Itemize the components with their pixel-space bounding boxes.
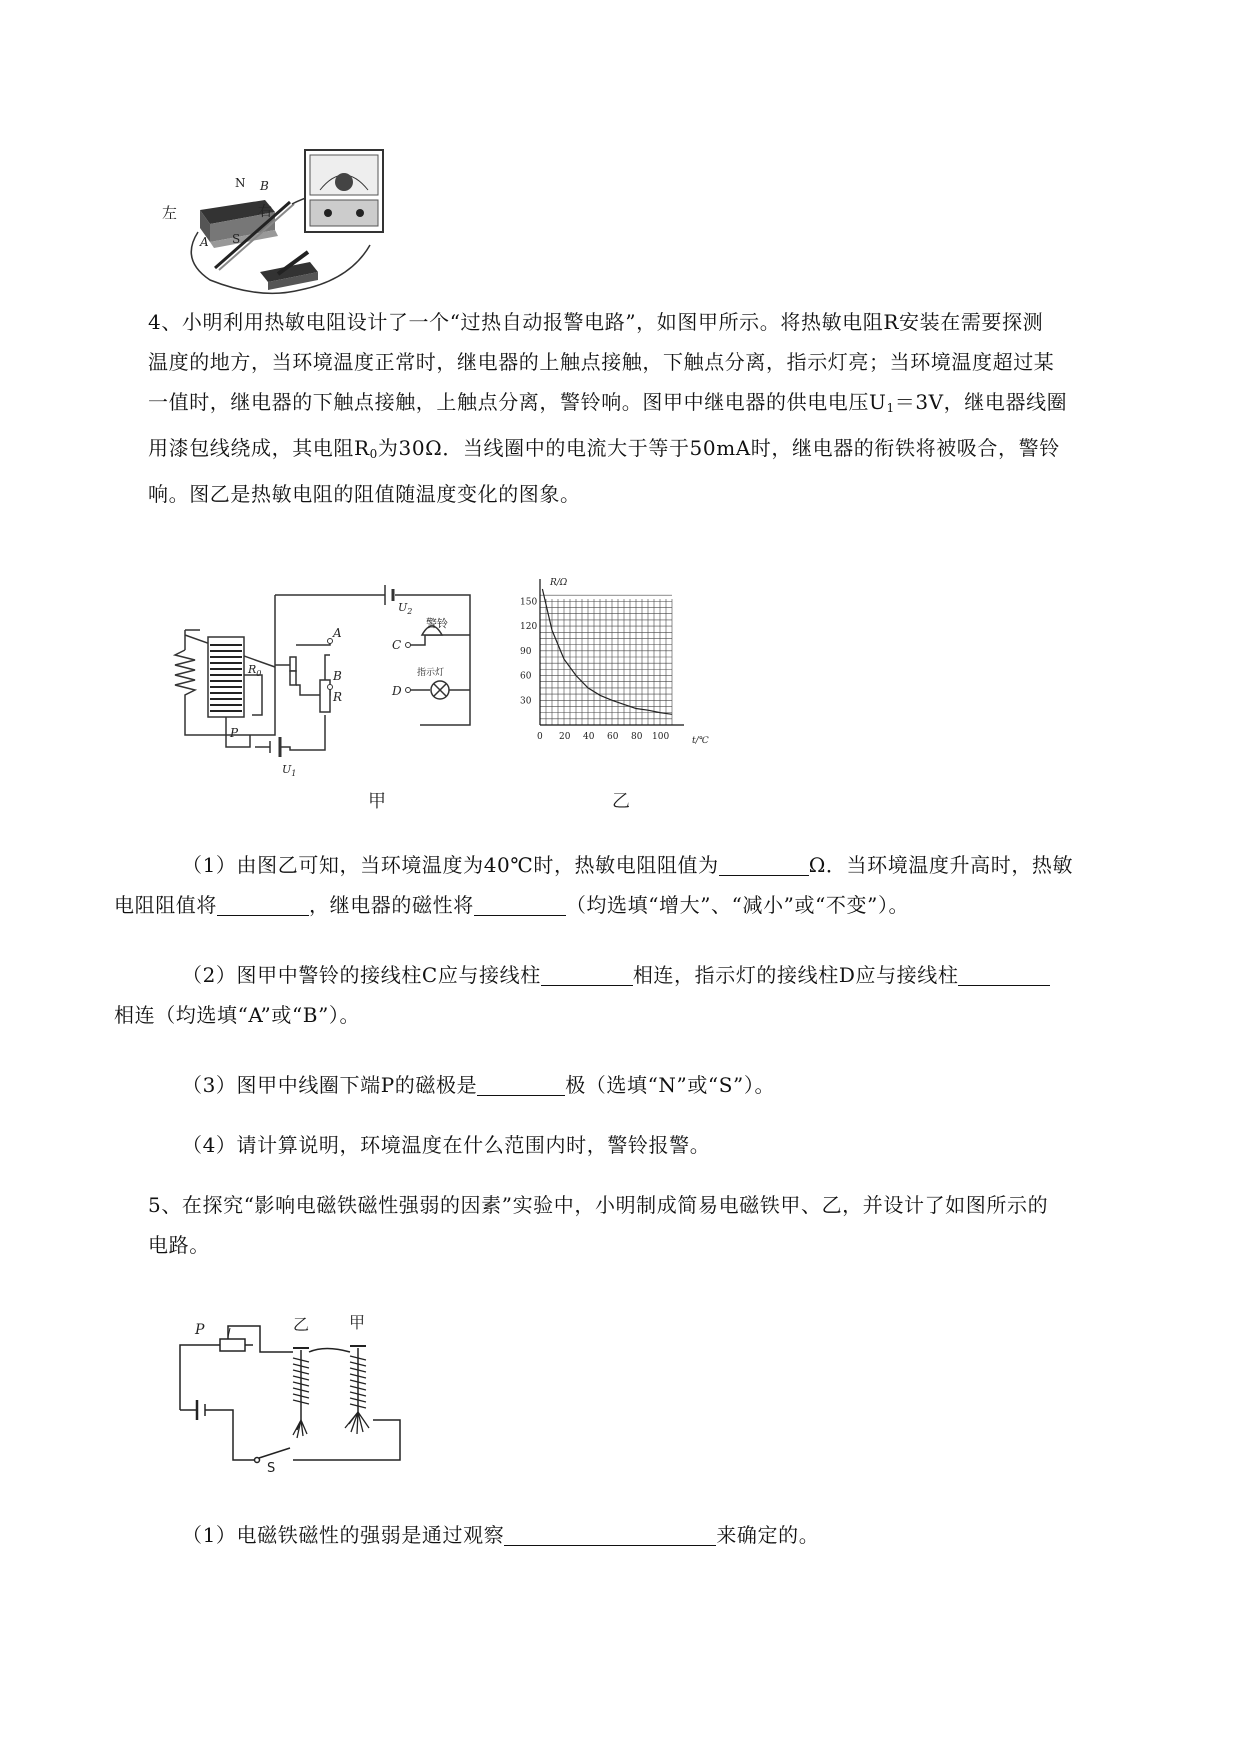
label-B: B <box>260 179 269 193</box>
x-tick-label: 40 <box>583 732 595 742</box>
q4-sub2: （2）图甲中警铃的接线柱C应与接线柱 相连，指示灯的接线柱D应与接线柱 相连（均选填“A”或“B”）。 <box>148 955 1158 1035</box>
y-tick-label: 150 <box>520 597 538 608</box>
figure-electromagnet-apparatus <box>162 150 410 310</box>
terminal-B: B <box>333 669 342 683</box>
q5-sub1: （1）电磁铁磁性的强弱是通过观察 来确定的。 <box>182 1523 820 1547</box>
q4-line1: 4、小明利用热敏电阻设计了一个“过热自动报警电路”，如图甲所示。将热敏电阻R安装在需要探测 <box>148 310 1044 334</box>
x-tick-label: 60 <box>607 732 619 742</box>
question-4-text <box>148 302 1158 514</box>
x-tick-label: 20 <box>559 732 571 742</box>
label-S-q5: S <box>267 1461 276 1476</box>
y-tick-label: 120 <box>520 622 538 633</box>
q4-line2: 温度的地方，当环境温度正常时，继电器的上触点接触，下触点分离，指示灯亮；当环境温度超过某 <box>148 350 1055 374</box>
terminal-C: C <box>392 638 402 652</box>
q4-sub3: （3）图甲中线圈下端P的磁极是 极（选填“N”或“S”）。 <box>182 1073 776 1097</box>
y-tick-label: 30 <box>520 696 532 707</box>
answer-blank-pole[interactable] <box>477 1073 565 1096</box>
x-tick-label: 100 <box>652 732 670 742</box>
q4-sub4: （4）请计算说明，环境温度在什么范围内时，警铃报警。 <box>182 1133 711 1157</box>
q4-line5: 响。图乙是热敏电阻的阻值随温度变化的图象。 <box>148 482 581 506</box>
label-yi-q5: 乙 <box>293 1315 310 1334</box>
x-tick-label: 80 <box>631 732 643 742</box>
answer-blank-resistance-change[interactable] <box>217 893 309 916</box>
figure-jia-circuit <box>170 575 510 815</box>
q4-line4: 用漆包线绕成，其电阻$R_0$为30Ω．当线圈中的电流大于等于50mA时，继电器的衔铁将被吸合，警铃 <box>148 436 1060 461</box>
figure-yi-chart <box>516 575 746 815</box>
y-tick-label: 90 <box>520 646 532 657</box>
figure-q5-circuit <box>175 1300 415 1476</box>
label-P: P <box>230 726 239 740</box>
answer-blank-resistance[interactable] <box>719 853 809 876</box>
caption-yi: 乙 <box>612 791 630 812</box>
label-N: N <box>235 176 246 190</box>
label-bell: 警铃 <box>426 617 448 630</box>
x-tick-label: 0 <box>537 732 543 742</box>
svg-text:U2: $U_2$ <box>398 601 413 616</box>
label-A: A <box>200 235 209 249</box>
answer-blank-bell-terminal[interactable] <box>541 963 633 986</box>
label-P-q5: P <box>195 1322 205 1338</box>
question-5-text <box>148 1185 1158 1265</box>
answer-blank-observation[interactable] <box>504 1523 716 1546</box>
label-lamp: 指示灯 <box>417 668 445 678</box>
label-right: 右 <box>258 204 272 220</box>
q5-line1: 5、在探究“影响电磁铁磁性强弱的因素”实验中，小明制成简易电磁铁甲、乙，并设计了如图所示的 <box>148 1193 1049 1217</box>
label-left: 左 <box>162 204 178 222</box>
terminal-A: A <box>333 626 342 640</box>
label-jia-q5: 甲 <box>349 1313 366 1332</box>
answer-blank-lamp-terminal[interactable] <box>958 963 1050 986</box>
terminal-D: D <box>392 684 402 698</box>
answer-blank-magnetism-change[interactable] <box>474 893 566 916</box>
q5-line2: 电路。 <box>148 1233 210 1257</box>
q4-sub1: （1）由图乙可知，当环境温度为40℃时，热敏电阻阻值为 Ω．当环境温度升高时，热敏 电阻阻值将 ，继电器的磁性将 （均选填“增大”、“减小”或“不变”）。 <box>114 853 1074 917</box>
svg-text:U1: $U_1$ <box>282 763 297 778</box>
chart-ylabel: R/Ω <box>550 578 568 588</box>
q4-line3: 一值时，继电器的下触点接触，上触点分离，警铃响。图甲中继电器的供电电压$U_1=3V$，继电器线圈 <box>148 390 1068 415</box>
svg-text:R0: $R_0$ <box>248 663 262 678</box>
caption-jia: 甲 <box>368 791 386 812</box>
label-R: R <box>333 690 343 704</box>
chart-xlabel: t/℃ <box>692 736 709 746</box>
y-tick-label: 60 <box>520 671 532 682</box>
label-S: S <box>232 232 241 246</box>
